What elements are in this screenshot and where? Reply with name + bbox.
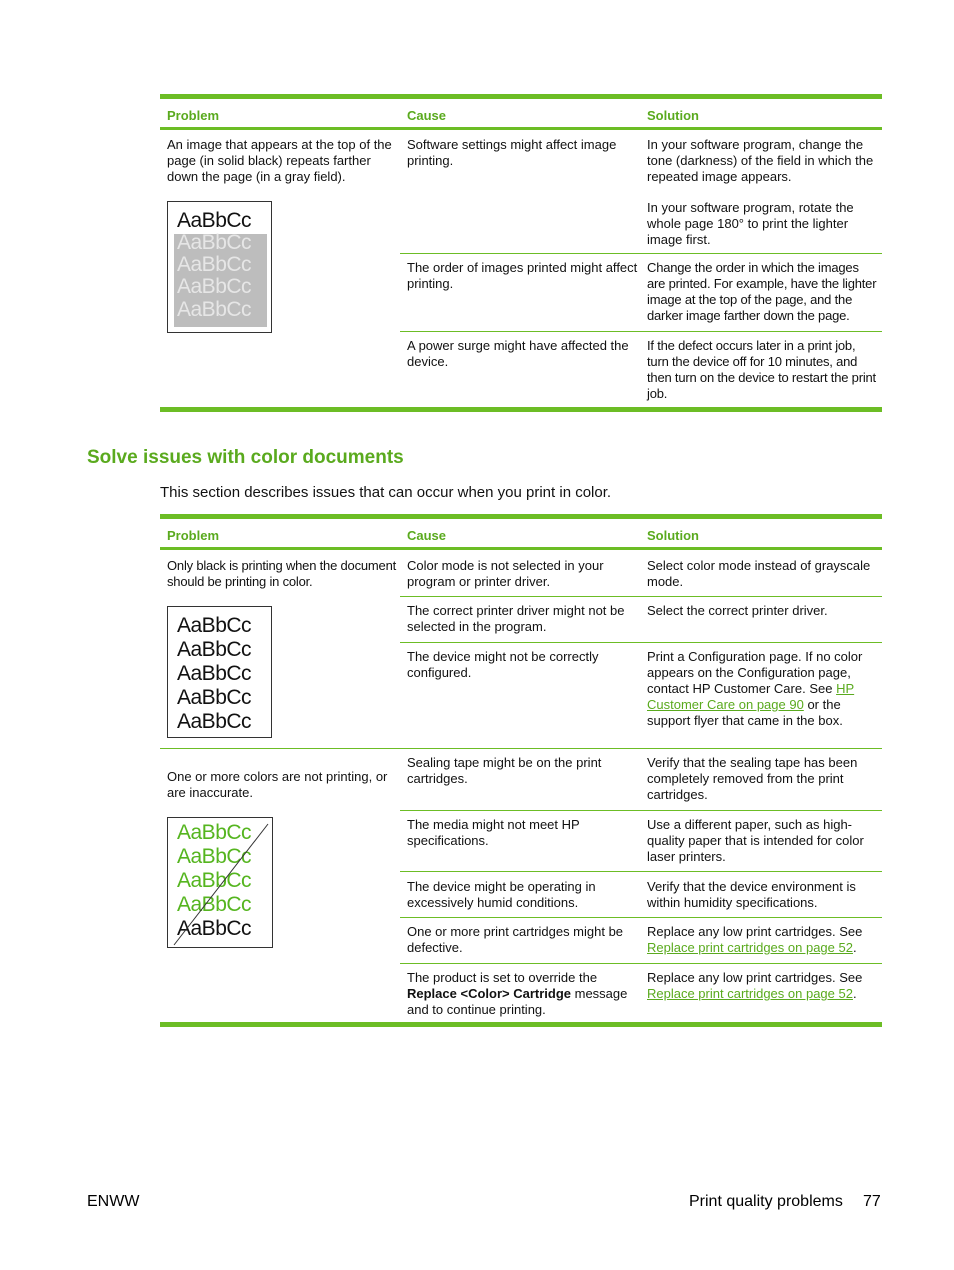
cause-text: The device might not be correctly configured. [407,649,599,680]
footer-left: ENWW [87,1193,140,1210]
repeat-image-sample [167,201,272,333]
solution-text: Select color mode instead of grayscale mode. [647,558,871,589]
cause-text: Sealing tape might be on the print cartridges. [407,755,602,786]
solution-pre: Print a Configuration page. If no color appears on the Configuration page, contact HP Customer Care. See [647,649,863,696]
row-divider [400,917,882,918]
row-divider [400,642,882,643]
cause-text: The device might be operating in excessively humid conditions. [407,879,596,910]
page-number: 77 [863,1193,881,1210]
cause-text: A power surge might have affected the device. [407,338,629,369]
problem-text: One or more colors are not printing, or are inaccurate. [167,769,388,800]
solution-text: In your software program, change the tone (darkness) of the field in which the repeated image appears. [647,137,874,184]
diagonal-strike [168,818,273,948]
cause-text: The media might not meet HP specifications. [407,817,580,848]
row-divider [400,596,882,597]
solution-text [647,970,879,1002]
sample-line: AaBbCc [177,638,252,661]
cause-post: message and to continue printing. [407,986,628,1017]
sample-line: AaBbCc [177,686,252,709]
sample-line-ghost: AaBbCc [177,275,252,298]
table-bottom-rule [160,407,882,412]
row-divider [400,253,882,254]
problem-text: An image that appears at the top of the page (in solid black) repeats farther down the page (in a gray field). [167,137,392,184]
hp-customer-care-link[interactable]: HP Customer Care on page 90 [647,681,855,712]
cause-text: One or more print cartridges might be defective. [407,924,624,955]
sample-line: AaBbCc [177,614,252,637]
cause-bold: Replace <Color> Cartridge [407,986,571,1001]
problem-text: Only black is printing when the document should be printing in color. [167,558,397,589]
solution-text: In your software program, rotate the whole page 180° to print the lighter image first. [647,200,854,247]
solution-post: . [852,986,857,1001]
solution-text: If the defect occurs later in a print job, turn the device off for 10 minutes, and then turn on the device to restart the print job. [647,338,876,401]
sample-line: AaBbCc [177,662,252,685]
table-image-repeats [160,94,882,414]
header-problem: Problem [167,528,220,543]
solution-post: or the support flyer that came in the box. [647,697,843,728]
replace-cartridges-link[interactable]: Replace print cartridges on page 52 [647,986,853,1001]
sample-line: AaBbCc [177,869,252,892]
row-divider [400,810,882,811]
solution-text: Verify that the device environment is within humidity specifications. [647,879,856,910]
solution-text: Change the order in which the images are printed. For example, have the lighter image at the top of the page, and the darker image farther down the page. [647,260,877,323]
black-only-sample [167,606,272,738]
solution-text: Select the correct printer driver. [647,603,828,618]
sample-line-ghost: AaBbCc [177,298,252,321]
row-divider [400,331,882,332]
header-cause: Cause [407,108,447,123]
missing-color-sample [167,817,273,948]
solution-text [647,924,879,956]
solution-text: Use a different paper, such as high-quality paper that is intended for color laser printers. [647,817,864,864]
header-cause: Cause [407,528,447,543]
solution-text [647,649,879,729]
sample-line-ghost: AaBbCc [177,253,252,276]
table-bottom-rule [160,1022,882,1027]
solution-pre: Replace any low print cartridges. See [647,970,863,985]
sample-line-black: AaBbCc [177,209,252,232]
sample-line: AaBbCc [177,821,252,844]
table-header [160,519,882,550]
footer-section: Print quality problems [689,1193,843,1210]
sample-line: AaBbCc [177,893,252,916]
section-intro: This section describes issues that can occur when you print in color. [160,484,612,501]
cause-text: Color mode is not selected in your program or printer driver. [407,558,604,589]
cause-pre: The product is set to override the [407,970,598,985]
sample-line: AaBbCc [177,845,252,868]
cause-text [407,970,639,1018]
header-problem: Problem [167,108,220,123]
group-divider [160,748,882,749]
header-solution: Solution [647,108,699,123]
replace-cartridges-link[interactable]: Replace print cartridges on page 52 [647,940,853,955]
solution-post: . [852,940,857,955]
solution-text: Verify that the sealing tape has been completely removed from the print cartridges. [647,755,858,802]
section-title: Solve issues with color documents [87,447,404,468]
row-divider [400,963,882,964]
cause-text: Software settings might affect image printing. [407,137,617,168]
sample-line: AaBbCc [177,917,252,940]
cause-text: The order of images printed might affect printing. [407,260,638,291]
sample-line-ghost: AaBbCc [177,231,252,254]
sample-line: AaBbCc [177,710,252,733]
table-header [160,99,882,130]
solution-pre: Replace any low print cartridges. See [647,924,863,939]
row-divider [400,871,882,872]
table-color-issues [160,514,882,1034]
cause-text: The correct printer driver might not be selected in the program. [407,603,625,634]
header-solution: Solution [647,528,699,543]
